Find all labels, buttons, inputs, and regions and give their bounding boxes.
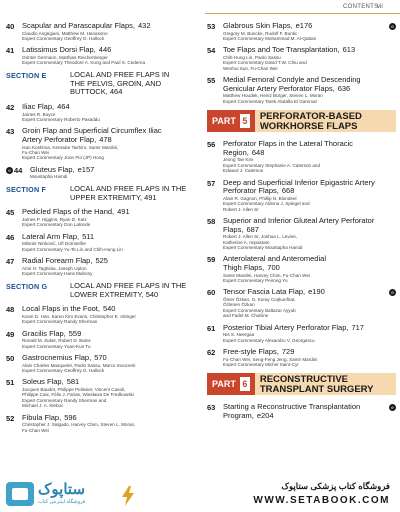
section-page: 464 xyxy=(109,87,123,97)
section-title: LOWER EXTREMITY, xyxy=(70,289,144,299)
chapter-page: e157 xyxy=(77,164,95,174)
part-title-line: PERFORATOR-BASED xyxy=(259,110,362,122)
chapter-title: Gracilis Flap, xyxy=(22,328,66,338)
chapter-authors: Jacques Baudet, Philippe Pelissier, Vincent Casoli, xyxy=(22,387,126,393)
chapter-commentary: Expert Commentary Randy Sherman xyxy=(22,319,98,325)
chapter-page: 432 xyxy=(137,21,151,30)
bolt-icon xyxy=(122,486,134,506)
part-title-line: TRANSPLANT SURGERY xyxy=(259,383,374,395)
toc-entry[interactable] xyxy=(6,330,198,349)
toc-entry[interactable] xyxy=(6,257,198,276)
toc-entry[interactable] xyxy=(6,208,198,227)
chapter-commentary: Expert Commentary Stephanie A. Caterson and xyxy=(223,162,321,168)
chapter-title: Anterolateral and Anteromedial xyxy=(223,254,326,264)
toc-entry[interactable] xyxy=(207,403,396,420)
chapter-commentary: Expert Commentary Joon Pio (JP) Hong xyxy=(22,155,104,161)
chapter-page: 491 xyxy=(117,207,130,217)
part-title-line: WORKHORSE FLAPS xyxy=(259,120,358,132)
chapter-title: Groin Flap and Superficial Circumflex Iliac xyxy=(22,126,162,136)
toc-entry[interactable] xyxy=(6,103,198,122)
chapter-authors: Özlenen Özkan xyxy=(223,302,255,308)
chapter-commentary: Expert Commentary Aldona J. Spiegel and xyxy=(223,201,310,207)
chapter-title: Iliac Flap, xyxy=(22,102,55,111)
left-column xyxy=(6,22,198,438)
chapter-commentary: Expert Commentary Yu-Te Lin and Chih-Hung Lin xyxy=(22,246,123,252)
chapter-authors: Christopher J. Salgado, Harvey Chim, Steven L. Moran, xyxy=(22,422,136,428)
section-title: LOCAL AND FREE FLAPS IN THE xyxy=(70,183,187,193)
part-heading[interactable] xyxy=(207,373,396,395)
chapter-authors: Matthew Houdek, Heinz Bürger, Steven L. Moran xyxy=(223,93,323,99)
chapter-page: 687 xyxy=(246,224,259,234)
part-title xyxy=(255,110,362,132)
toc-entry[interactable] xyxy=(6,22,198,41)
chapter-authors: Katherine A. Impastato xyxy=(223,239,270,245)
online-only-icon: e xyxy=(389,404,396,411)
chapter-authors: Fu-Chan Wei xyxy=(22,427,49,433)
chapter-number: 49 xyxy=(6,329,15,339)
chapter-authors: Fu-Chan Wei, Seng-Feng Jeng, Samir Mardini xyxy=(223,356,318,362)
section-page: 491 xyxy=(144,192,157,202)
chapter-number: 41 xyxy=(6,46,15,56)
chapter-title: Perforator Flaps in the Lateral Thoracic xyxy=(223,139,353,149)
chapter-number: 63 xyxy=(207,403,216,413)
chapter-commentary: Wenhui Sun, Fu-Chan Wei xyxy=(223,65,278,71)
chapter-page: 464 xyxy=(57,102,70,111)
toc-entry[interactable] xyxy=(207,140,396,173)
chapter-page: 729 xyxy=(281,347,295,357)
chapter-title: Radial Forearm Flap, xyxy=(22,256,93,266)
chapter-page: e204 xyxy=(256,411,274,421)
toc-entry[interactable] xyxy=(207,255,396,283)
chapter-page: 570 xyxy=(94,353,107,363)
chapter-commentary: Expert Commentary Alexandru V. Georgescu xyxy=(223,337,315,343)
section-title: UPPER EXTREMITY, xyxy=(70,192,142,202)
section-page: 540 xyxy=(145,289,159,299)
chapter-authors: Samir Mardini, Harvey Chim, Fu-Chan Wei xyxy=(223,272,310,278)
chapter-commentary: Expert Commentary Don Lalonde xyxy=(22,222,91,228)
chapter-title: Deep and Superficial Inferior Epigastric Artery xyxy=(223,177,375,187)
chapter-number: 59 xyxy=(207,255,216,265)
toc-entry[interactable] xyxy=(6,378,198,408)
store-tagline: فروشگاه اینترنتی کتاب xyxy=(38,499,86,505)
chapter-number: 47 xyxy=(6,257,15,267)
store-logo[interactable] xyxy=(6,480,116,510)
chapter-title: Free-style Flaps, xyxy=(223,347,279,357)
chapter-authors: Isao Koshima, Kensuke Tashiro, Samir Mardini, xyxy=(22,144,119,150)
chapter-commentary: and Fadel M. Chahine xyxy=(223,313,269,319)
toc-entry[interactable] xyxy=(207,217,396,250)
store-brand: ستاپوک xyxy=(38,481,86,498)
chapter-authors: James R. Boyce xyxy=(22,111,56,117)
header-label: CONTENTS xyxy=(343,4,379,10)
chapter-page: 717 xyxy=(351,322,364,332)
chapter-commentary: Edward J. Caterson xyxy=(223,168,264,174)
toc-entry[interactable] xyxy=(207,324,396,343)
chapter-commentary: Robert J. Allen Sr xyxy=(223,206,259,212)
chapter-title: Local Flaps in the Foot, xyxy=(22,304,100,314)
toc-entry[interactable] xyxy=(207,179,396,212)
chapter-title: Program, xyxy=(223,411,254,421)
chapter-title: Starting a Reconstructive Transplantation xyxy=(223,402,361,412)
toc-entry[interactable] xyxy=(207,22,396,41)
section-label: SECTION G xyxy=(6,281,48,291)
chapter-page: 511 xyxy=(82,231,95,241)
chapter-page: 596 xyxy=(64,412,77,422)
chapter-authors: Kevin D. Han, Karen Kim Evans, Christopher E. Attinger xyxy=(22,313,136,319)
online-only-icon: e xyxy=(389,289,396,296)
chapter-title: Genicular Artery Perforator Flaps, xyxy=(223,83,335,93)
chapter-number: 40 xyxy=(6,22,15,31)
toc-entry[interactable] xyxy=(6,305,198,324)
chapter-page: 636 xyxy=(337,83,351,93)
online-only-icon: e xyxy=(389,23,396,30)
chapter-title: Gluteus Flap, xyxy=(30,164,75,174)
chapter-title: Pedicled Flaps of the Hand, xyxy=(22,207,115,217)
part-heading[interactable] xyxy=(207,110,396,132)
chapter-number: 55 xyxy=(207,76,216,86)
chapter-commentary: Expert Commentary Baltazar Ayyub xyxy=(223,307,296,313)
chapter-number: 61 xyxy=(207,323,216,333)
part-title-line: RECONSTRUCTIVE xyxy=(259,373,348,385)
chapter-title: Latissimus Dorsi Flap, xyxy=(22,45,96,55)
section-title: LOCAL AND FREE FLAPS IN xyxy=(70,69,170,79)
chapter-title: Region, xyxy=(223,147,249,157)
chapter-number: 50 xyxy=(6,354,15,364)
chapter-commentary: Expert Commentary Moustapha Hamdi xyxy=(223,245,303,251)
chapter-commentary: Michael J. A. Klebuc xyxy=(22,403,64,409)
chapter-number: 48 xyxy=(6,305,15,315)
chapter-page: 613 xyxy=(342,45,356,55)
chapter-page: 668 xyxy=(281,186,295,196)
chapter-title: Perforator Flaps, xyxy=(223,186,279,196)
chapter-page: e190 xyxy=(308,287,325,297)
chapter-page: 648 xyxy=(251,147,265,157)
chapter-commentary: Expert Commentary Theodore A. Kung and Paul S. Cederna xyxy=(22,60,145,66)
chapter-commentary: Expert Commentary Michel Saint-Cyr xyxy=(223,362,299,368)
chapter-authors: Günter Germann, Matthias Reichenberger xyxy=(22,55,108,60)
chapter-number: 46 xyxy=(6,232,15,242)
chapter-authors: Alain Charles Masquelet, Paolo Sassu, Marco Innocenti xyxy=(22,362,136,368)
section-heading[interactable] xyxy=(6,185,198,203)
chapter-commentary: Expert Commentary Randy Sherman and xyxy=(22,397,107,403)
toc-entry[interactable] xyxy=(6,46,198,65)
section-heading[interactable] xyxy=(6,71,198,97)
chapter-commentary: Expert Commentary Geoffrey G. Hallock xyxy=(22,36,105,41)
chapter-title: Medial Femoral Condyle and Descending xyxy=(223,75,361,85)
part-label-box xyxy=(207,373,255,395)
chapter-authors: Jeong Tae Kim xyxy=(223,157,254,163)
part-label: PART xyxy=(212,116,236,127)
chapter-title: Toe Flaps and Toe Transplantation, xyxy=(223,45,340,55)
chapter-number: 60 xyxy=(207,288,216,298)
chapter-page: 525 xyxy=(95,256,108,266)
chapter-number: 62 xyxy=(207,348,216,358)
chapter-commentary: Expert Commentary Peirong Yu xyxy=(223,278,288,284)
chapter-number: 56 xyxy=(207,140,216,150)
chapter-title: Superior and Inferior Gluteal Artery Perforator xyxy=(223,216,375,226)
toc-entry[interactable] xyxy=(6,233,198,252)
part-title xyxy=(255,373,374,395)
chapter-authors: Fu-Chan Wei xyxy=(22,150,49,155)
chapter-commentary: Expert Commentary Roberto Pasaddu xyxy=(22,117,100,122)
toc-entry[interactable] xyxy=(207,348,396,367)
chapter-number: 45 xyxy=(6,208,15,218)
chapter-number: 44 xyxy=(14,165,23,175)
chapter-authors: Nis S. Neergaa xyxy=(223,332,255,338)
chapter-number: 52 xyxy=(6,413,15,423)
chapter-number: 51 xyxy=(6,378,15,388)
toc-entry[interactable] xyxy=(6,166,198,180)
chapter-authors: Claudio Angrigiani, Matthew M. Hanasono xyxy=(22,30,108,36)
chapter-title: Posterior Tibial Artery Perforator Flap, xyxy=(223,322,349,332)
part-number: 6 xyxy=(240,377,250,391)
chapter-commentary: Expert Commentary Yuan-Kun Tu xyxy=(22,343,91,349)
chapter-title: Lateral Arm Flap, xyxy=(22,231,80,241)
chapter-commentary: Expert Commentary David T.W. Chiu and xyxy=(223,60,307,66)
chapter-authors: Robert J. Allen Sr, Joshua L. Levine, xyxy=(223,234,298,240)
chapter-page: e176 xyxy=(295,21,313,30)
chapter-title: Thigh Flaps, xyxy=(223,263,265,273)
chapter-page: 446 xyxy=(98,45,112,55)
chapter-authors: Ömer Özkan, O. Koray Coşkunfirat, xyxy=(223,297,296,303)
chapter-commentary: Expert Commentary Tarek Abdalla El Gammal xyxy=(223,98,317,104)
chapter-authors: James P. Higgins, Ryan D. Katz xyxy=(22,217,87,222)
toc-entry[interactable] xyxy=(207,76,396,104)
toc-entry[interactable] xyxy=(207,46,396,71)
chapter-authors: Gregory M. Buncke, Rudolf F. Buntic xyxy=(223,30,298,36)
chapter-title: Gastrocnemius Flap, xyxy=(22,353,92,363)
chapter-authors: Ronald M. Zuker, Robert D. Bains xyxy=(22,338,91,344)
toc-entry[interactable] xyxy=(6,127,198,160)
chapter-number: 58 xyxy=(207,217,216,227)
chapter-authors: Milomir Ninković, Ulf Dornseifer xyxy=(22,241,87,247)
chapter-authors: Amir H. Taghinia, Joseph Upton xyxy=(22,265,87,271)
toc-entry[interactable] xyxy=(207,288,396,318)
chapter-page: 700 xyxy=(267,263,280,273)
chapter-authors: Moustapha Hamdi xyxy=(30,174,68,180)
chapter-number: 53 xyxy=(207,22,216,31)
chapter-authors: Chih-Hung Lin, Paolo Sassu xyxy=(223,55,281,60)
section-label: SECTION F xyxy=(6,184,47,194)
watermark-footer xyxy=(0,478,400,512)
online-only-icon: e xyxy=(6,167,13,174)
header-page-number: vii xyxy=(377,4,383,10)
toc-entry[interactable] xyxy=(6,354,198,373)
chapter-title: Artery Perforator Flap, xyxy=(22,135,97,144)
chapter-number: 43 xyxy=(6,127,15,137)
chapter-number: 57 xyxy=(207,178,216,188)
header-rule xyxy=(205,13,400,14)
chapter-title: Soleus Flap, xyxy=(22,377,64,387)
section-title: BUTTOCK, xyxy=(70,87,108,97)
section-heading[interactable] xyxy=(6,282,198,300)
chapter-authors: Philippe Caix, Félix J. Farias, Wiesława De Fredkowski xyxy=(22,392,134,398)
chapter-commentary: Expert Commentary Mohammad M. Al-Qattan xyxy=(223,36,317,41)
part-label-box xyxy=(207,110,255,132)
chapter-title: Tensor Fascia Lata Flap, xyxy=(223,287,306,297)
chapter-title: Scapular and Parascapular Flaps, xyxy=(22,21,135,30)
chapter-title: Flaps, xyxy=(223,224,244,234)
chapter-authors: Alain R. Gagnon, Phillip N. Blondeel xyxy=(223,195,297,201)
book-icon xyxy=(6,482,34,506)
chapter-title: Fibula Flap, xyxy=(22,412,62,422)
chapter-page: 581 xyxy=(66,377,80,387)
part-label: PART xyxy=(212,379,236,390)
chapter-page: 478 xyxy=(99,135,112,144)
chapter-commentary: Expert Commentary Hans Mahony xyxy=(22,271,93,277)
right-column xyxy=(207,22,396,426)
toc-entry[interactable] xyxy=(6,414,198,433)
section-title: THE PELVIS, GROIN, AND xyxy=(70,78,162,88)
chapter-number: 54 xyxy=(207,46,216,56)
chapter-page: 559 xyxy=(68,328,82,338)
chapter-page: 540 xyxy=(102,304,116,314)
chapter-title: Glabrous Skin Flaps, xyxy=(223,21,293,30)
section-label: SECTION E xyxy=(6,70,47,80)
store-url[interactable]: WWW.SETABOOK.COM xyxy=(253,495,390,506)
store-name: فروشگاه کتاب پزشکی ستاپوک xyxy=(281,481,390,491)
part-number: 5 xyxy=(240,114,250,128)
section-title: LOCAL AND FREE FLAPS IN THE xyxy=(70,280,187,290)
chapter-commentary: Expert Commentary Geoffrey G. Hallock xyxy=(22,368,105,374)
page-header xyxy=(0,3,400,15)
chapter-number: 42 xyxy=(6,103,15,112)
